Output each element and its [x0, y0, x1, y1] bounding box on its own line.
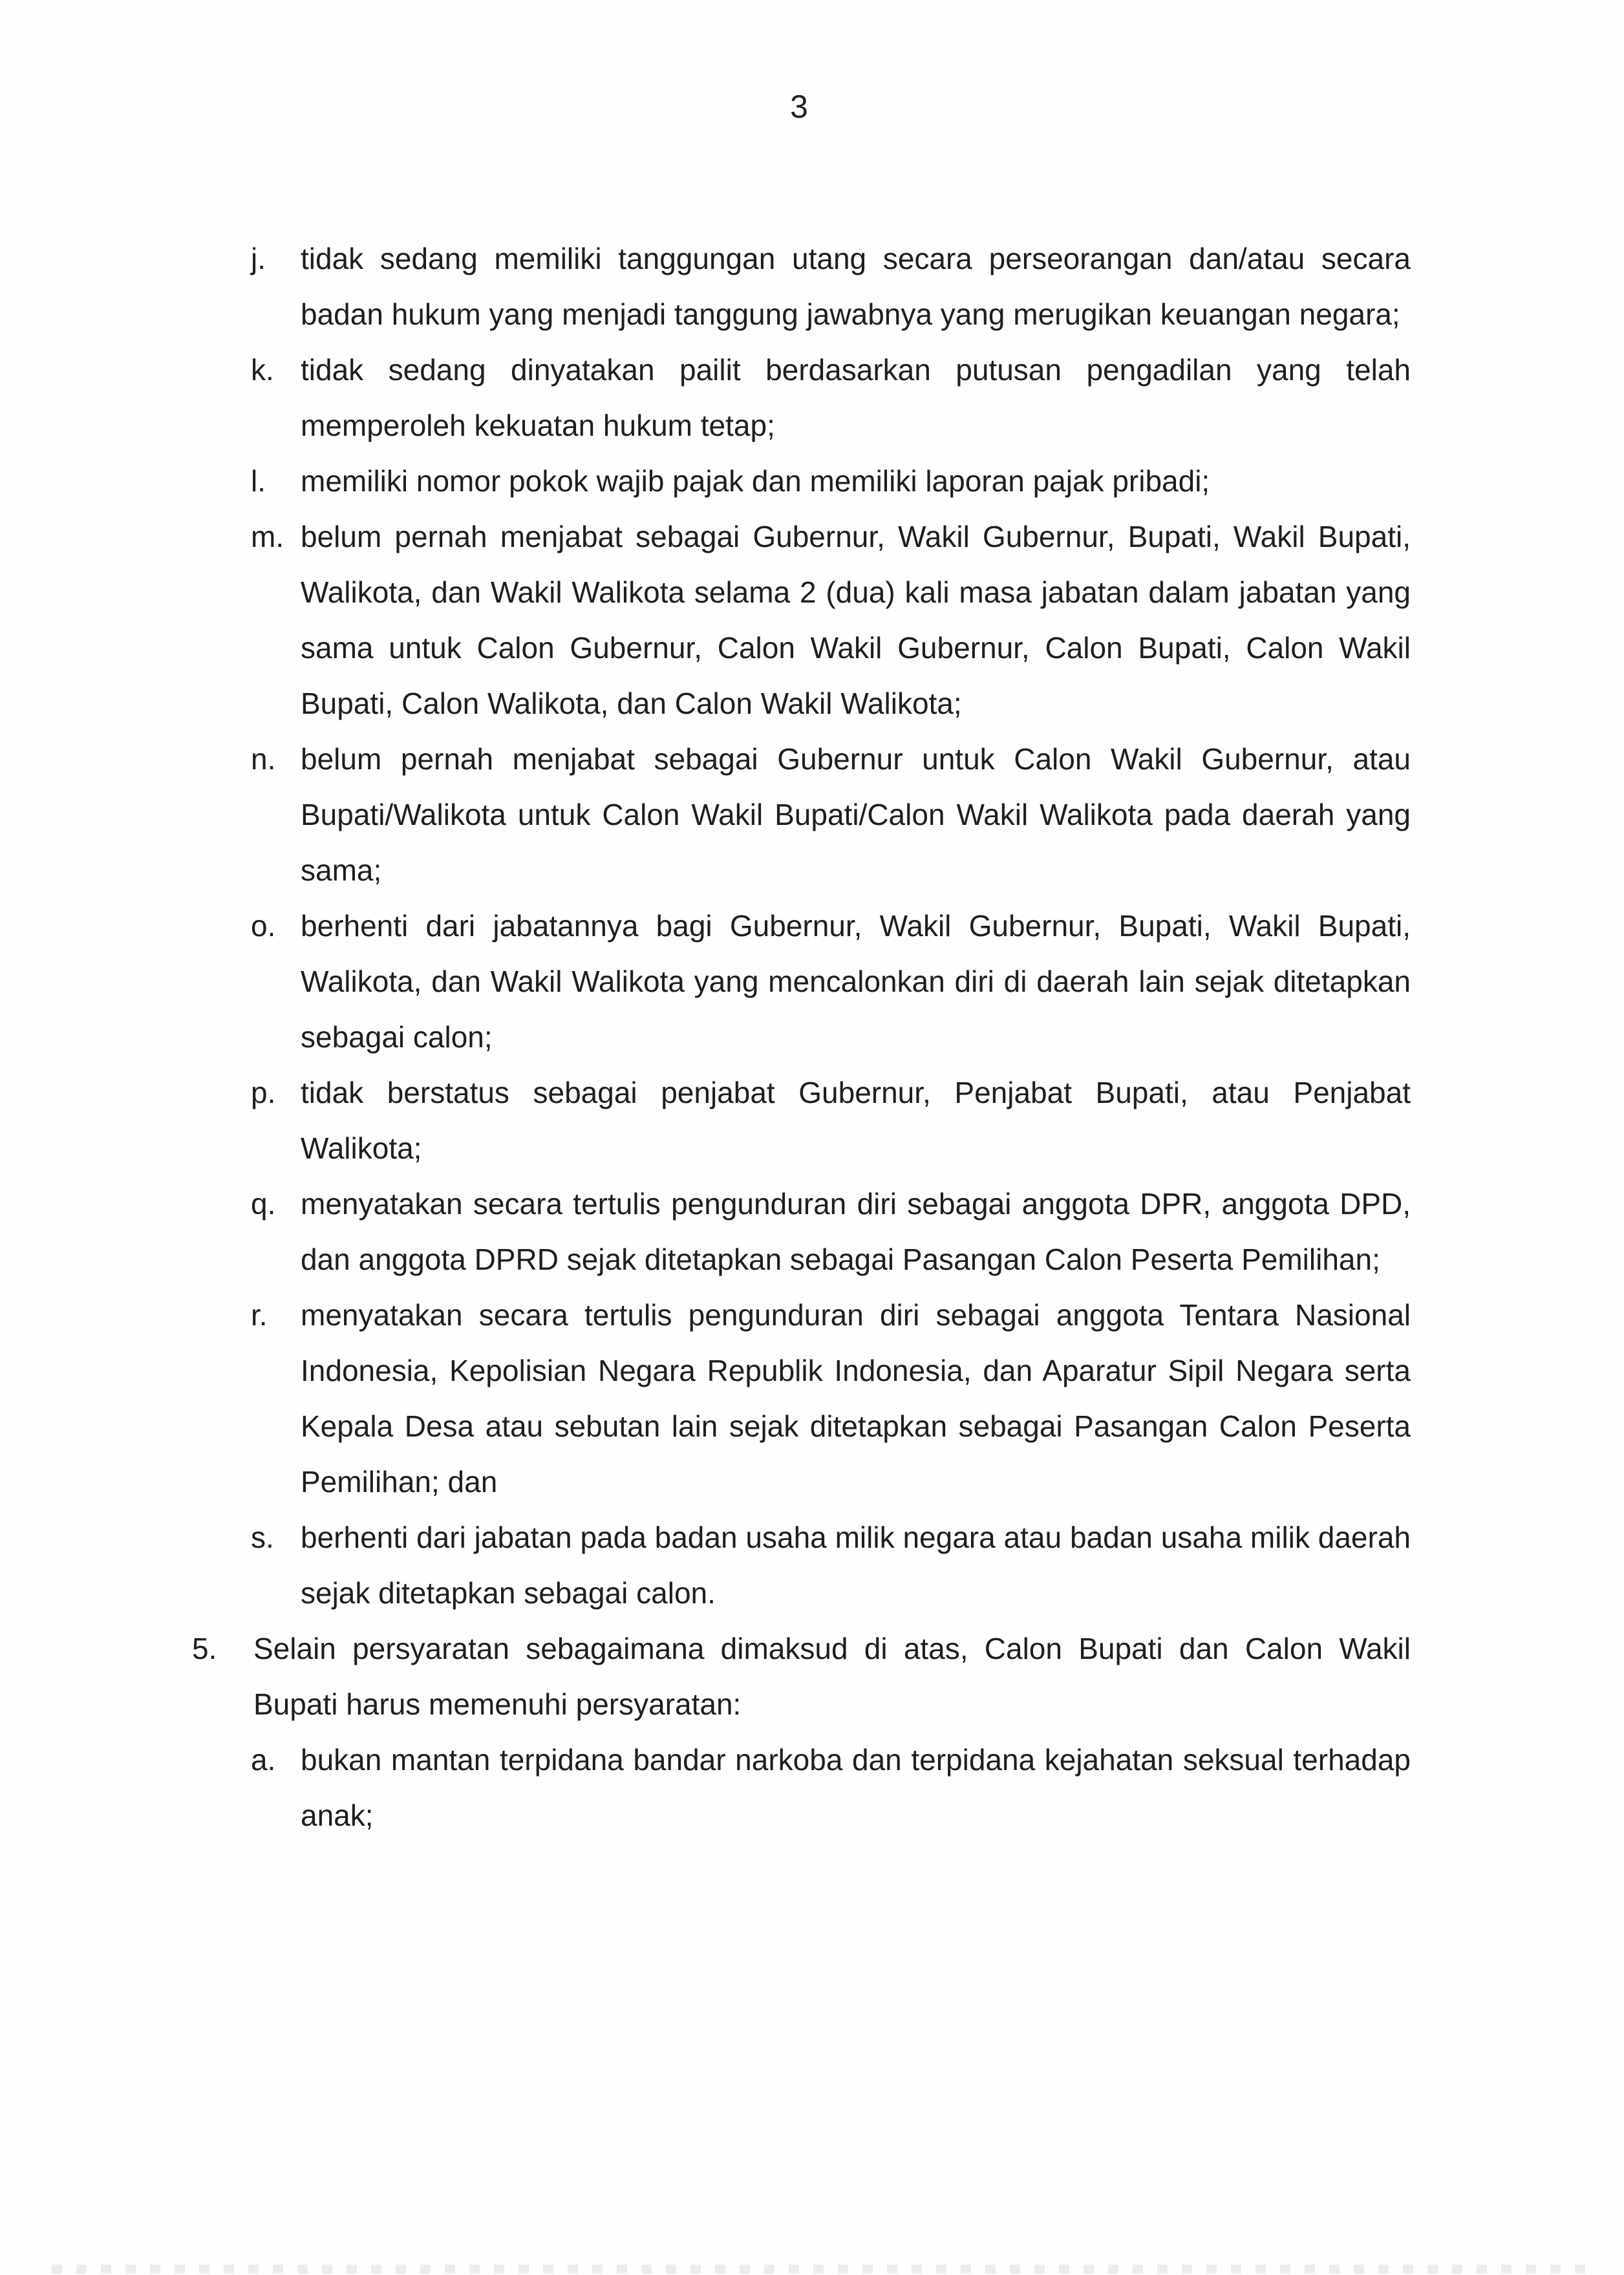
list-item	[251, 1065, 1411, 1176]
list-item	[251, 231, 1411, 342]
list-item-text: berhenti dari jabatan pada badan usaha milik negara atau badan usaha milik daerah sejak ditetapkan sebagai calon.	[301, 1521, 1411, 1610]
page-content	[192, 231, 1411, 1843]
list-item-label: k.	[251, 353, 274, 387]
list-item	[251, 1510, 1411, 1621]
list-item-label: q.	[251, 1187, 276, 1221]
sub-list-item	[251, 1732, 1411, 1843]
list-item-label: n.	[251, 742, 276, 776]
list-item	[251, 453, 1411, 509]
list-item-label: j.	[251, 242, 266, 275]
page-number: 3	[790, 89, 808, 125]
list-item-text: belum pernah menjabat sebagai Gubernur untuk Calon Wakil Gubernur, atau Bupati/Walikota untuk Calon Wakil Bupati/Calon Wakil Walikota pada daerah yang sama;	[301, 742, 1411, 887]
list-item-label: s.	[251, 1521, 274, 1554]
scan-artifact	[52, 2265, 1598, 2274]
list-item	[251, 1176, 1411, 1287]
list-item-label: p.	[251, 1076, 276, 1109]
list-item-text: memiliki nomor pokok wajib pajak dan memiliki laporan pajak pribadi;	[301, 464, 1210, 498]
list-item-text: tidak sedang memiliki tanggungan utang secara perseorangan dan/atau secara badan hukum yang menjadi tanggung jawabnya yang merugikan keuangan negara;	[301, 242, 1411, 331]
numbered-item-label: 5.	[192, 1632, 217, 1665]
list-item-label: m.	[251, 520, 284, 553]
requirements-list	[251, 231, 1411, 1621]
list-item	[251, 342, 1411, 453]
sub-list-item-label: a.	[251, 1743, 276, 1777]
numbered-item-text: Selain persyaratan sebagaimana dimaksud di atas, Calon Bupati dan Calon Wakil Bupati harus memenuhi persyaratan:	[253, 1632, 1411, 1721]
list-item-label: l.	[251, 464, 266, 498]
list-item	[251, 898, 1411, 1065]
list-item-text: tidak sedang dinyatakan pailit berdasarkan putusan pengadilan yang telah memperoleh kekuatan hukum tetap;	[301, 353, 1411, 442]
numbered-item-5	[192, 1621, 1411, 1732]
list-item-text: belum pernah menjabat sebagai Gubernur, Wakil Gubernur, Bupati, Wakil Bupati, Walikota, dan Wakil Walikota selama 2 (dua) kali masa jabatan dalam jabatan yang sama untuk Calon Gubernur, Calon Wakil Gubernur, Calon Bupati, Calon Wakil Bupati, Calon Walikota, dan Calon Wakil Walikota;	[301, 520, 1411, 720]
sub-list-item-text: bukan mantan terpidana bandar narkoba dan terpidana kejahatan seksual terhadap anak;	[301, 1743, 1411, 1832]
list-item-text: tidak berstatus sebagai penjabat Gubernur, Penjabat Bupati, atau Penjabat Walikota;	[301, 1076, 1411, 1165]
list-item	[251, 731, 1411, 898]
sub-items-list	[251, 1732, 1411, 1843]
list-item	[251, 509, 1411, 731]
list-item-label: r.	[251, 1298, 268, 1332]
list-item-text: menyatakan secara tertulis pengunduran diri sebagai anggota Tentara Nasional Indonesia, Kepolisian Negara Republik Indonesia, dan Aparatur Sipil Negara serta Kepala Desa atau sebutan lain sejak ditetapkan sebagai Pasangan Calon Peserta Pemilihan; dan	[301, 1298, 1411, 1499]
list-item-label: o.	[251, 909, 276, 943]
list-item-text: berhenti dari jabatannya bagi Gubernur, Wakil Gubernur, Bupati, Wakil Bupati, Walikota, dan Wakil Walikota yang mencalonkan diri di daerah lain sejak ditetapkan sebagai calon;	[301, 909, 1411, 1054]
list-item-text: menyatakan secara tertulis pengunduran diri sebagai anggota DPR, anggota DPD, dan anggota DPRD sejak ditetapkan sebagai Pasangan Calon Peserta Pemilihan;	[301, 1187, 1411, 1276]
list-item	[251, 1287, 1411, 1510]
